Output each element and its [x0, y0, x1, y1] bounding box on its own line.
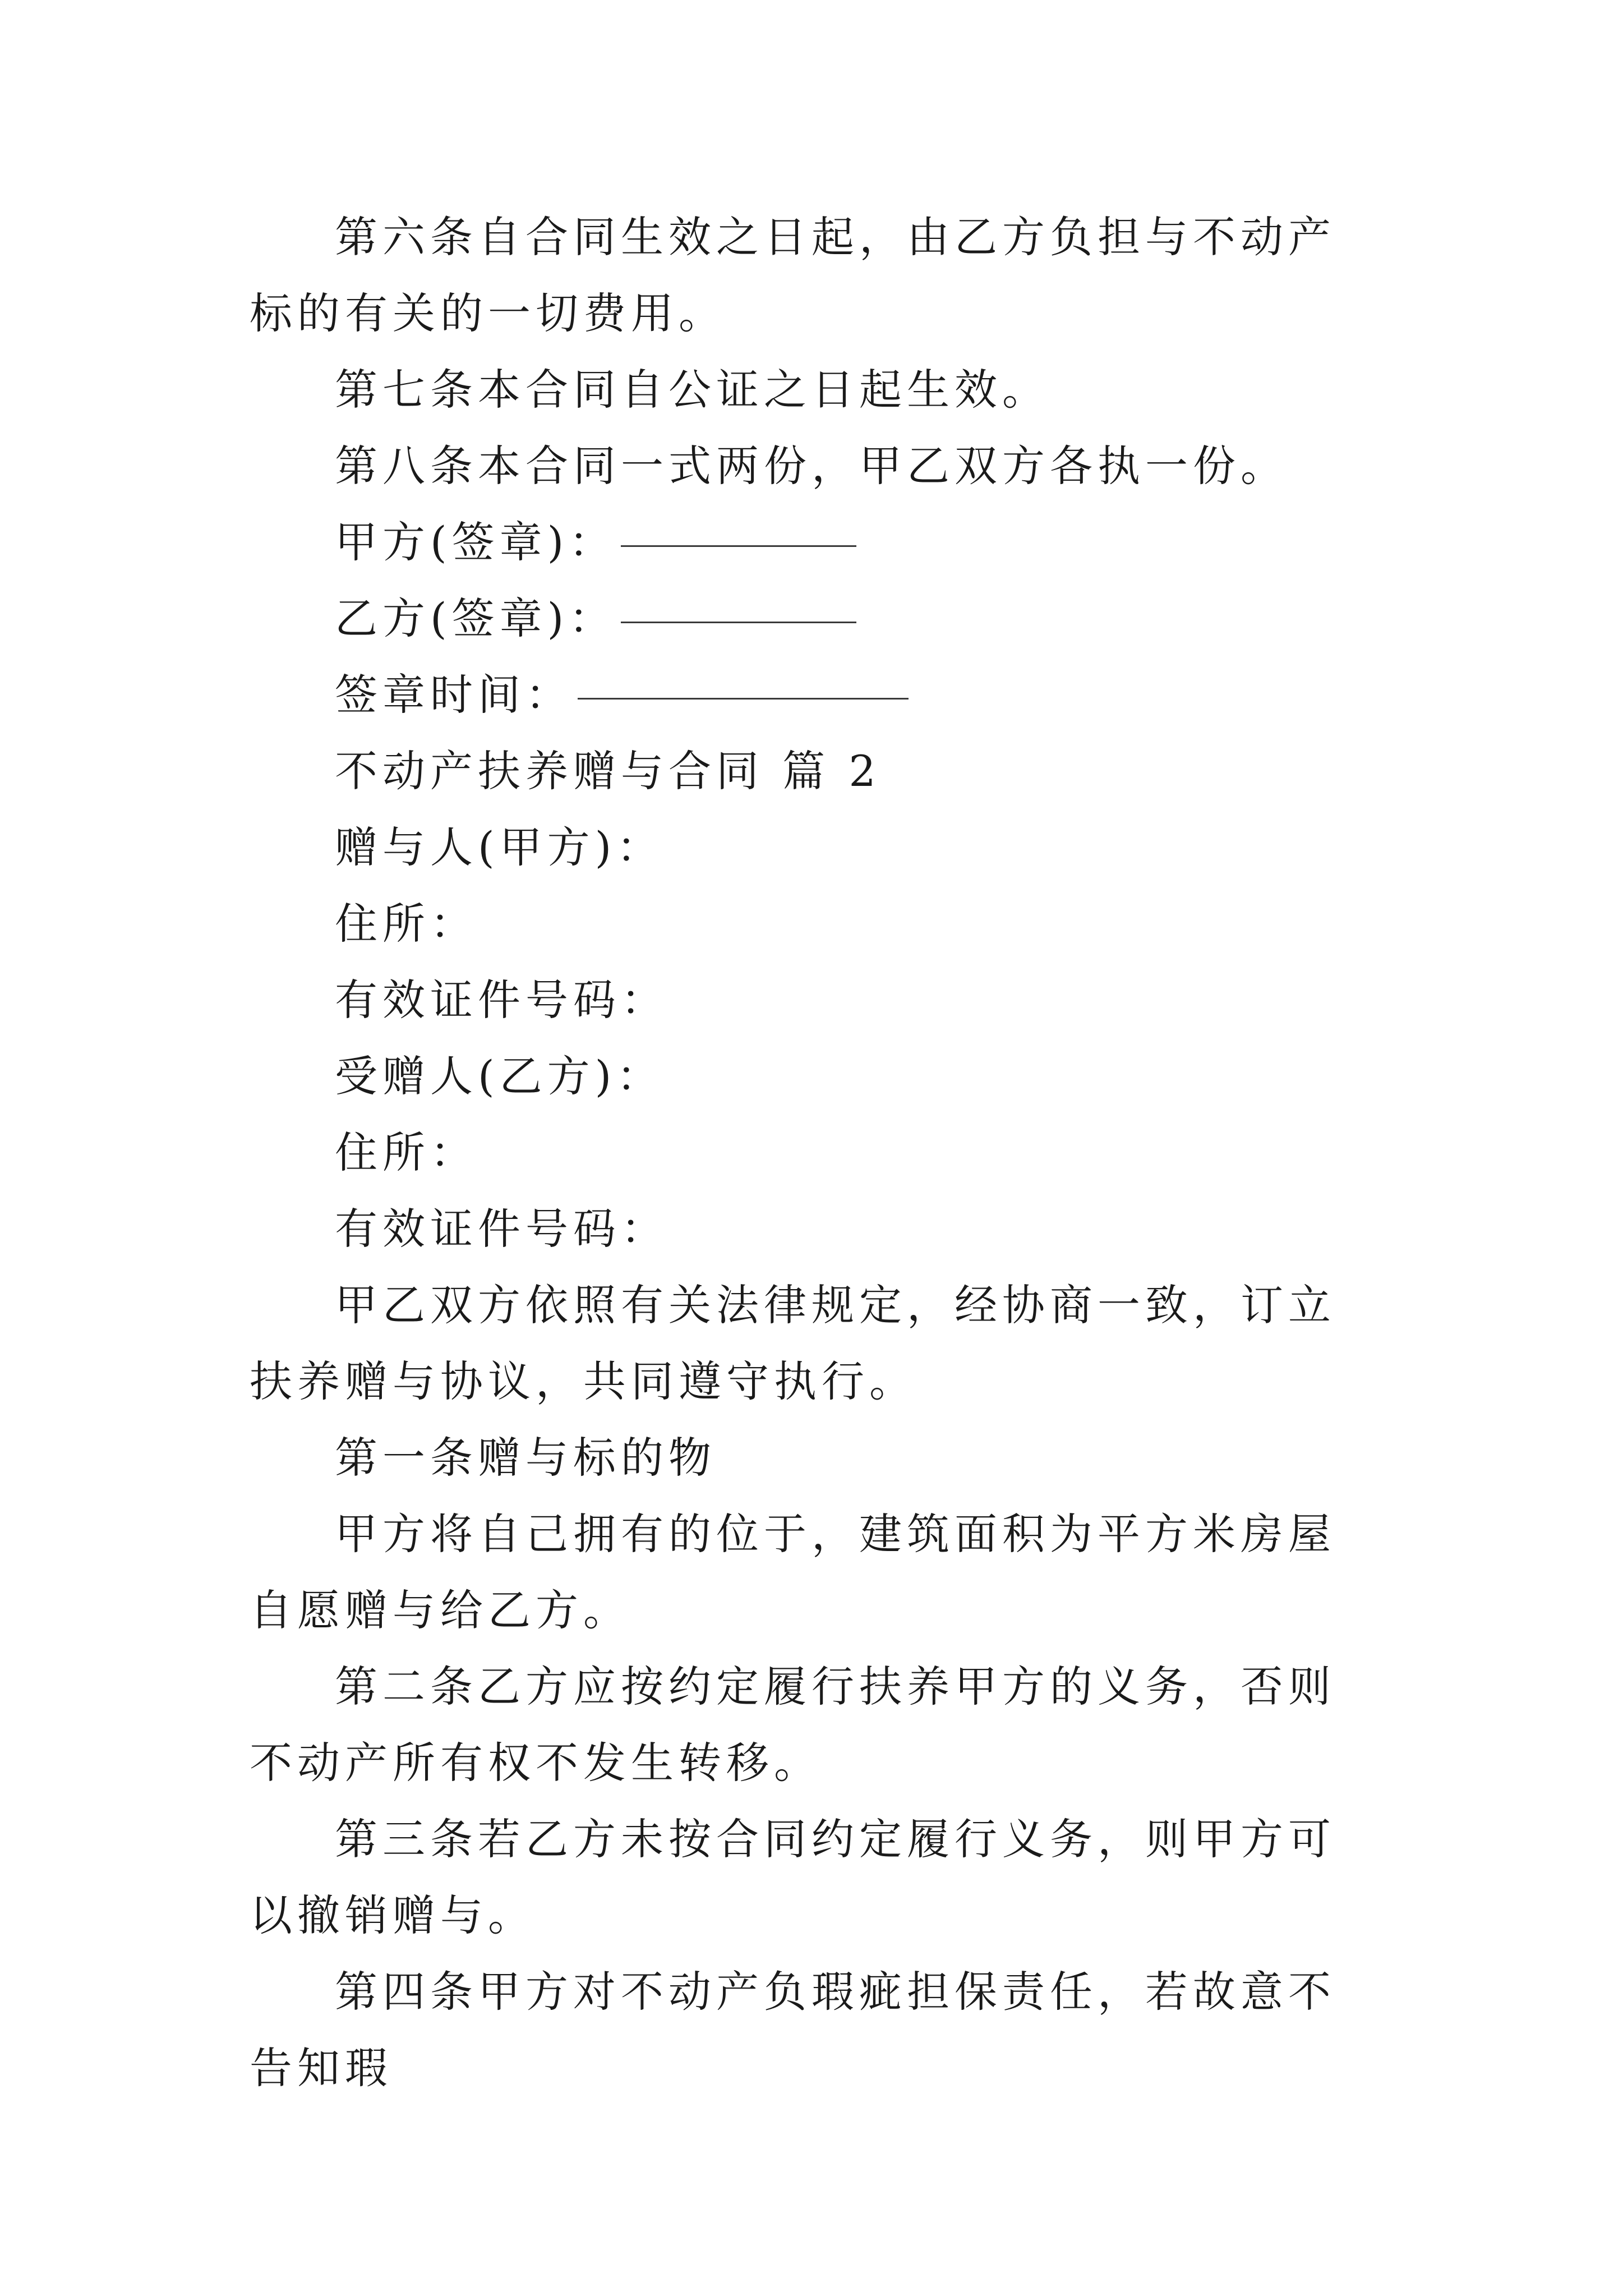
party-a-signature-label: 甲方(签章)： [335, 517, 617, 567]
donee-id-label: 有效证件号码： [335, 1204, 668, 1254]
article-1-title: 第一条赠与标的物 [335, 1433, 716, 1483]
contract-2-title: 不动产扶养赠与合同 篇 2 [335, 746, 881, 796]
party-a-signature-blank [621, 545, 856, 547]
article-4: 第四条甲方对不动产负瑕疵担保责任，若故意不告知瑕 [250, 1967, 1336, 2093]
article-2: 第二条乙方应按约定履行扶养甲方的义务，否则不动产所有权不发生转移。 [250, 1662, 1336, 1788]
signature-date-label: 签章时间： [335, 670, 573, 720]
party-a-signature-line [250, 504, 1377, 581]
document-body [250, 199, 1377, 2106]
article-6: 第六条自合同生效之日起，由乙方负担与不动产标的有关的一切费用。 [250, 212, 1336, 338]
donor-label: 赠与人(甲方)： [335, 822, 665, 872]
article-1-body: 甲方将自己拥有的位于，建筑面积为平方米房屋自愿赠与给乙方。 [250, 1509, 1336, 1635]
donee-label: 受赠人(乙方)： [335, 1051, 665, 1101]
donor-id-label: 有效证件号码： [335, 975, 668, 1025]
party-b-signature-label: 乙方(签章)： [335, 593, 617, 643]
intro-paragraph: 甲乙双方依照有关法律规定，经协商一致，订立扶养赠与协议，共同遵守执行。 [250, 1280, 1336, 1406]
article-8: 第八条本合同一式两份，甲乙双方各执一份。 [335, 441, 1288, 491]
donee-address-label: 住所： [335, 1128, 478, 1177]
party-b-signature-blank [621, 622, 856, 623]
article-3: 第三条若乙方未按合同约定履行义务，则甲方可以撤销赠与。 [250, 1814, 1336, 1940]
article-7: 第七条本合同自公证之日起生效。 [335, 365, 1050, 415]
signature-date-line [250, 657, 1377, 733]
party-b-signature-line [250, 581, 1377, 657]
donor-address-label: 住所： [335, 899, 478, 949]
signature-date-blank [578, 698, 909, 700]
